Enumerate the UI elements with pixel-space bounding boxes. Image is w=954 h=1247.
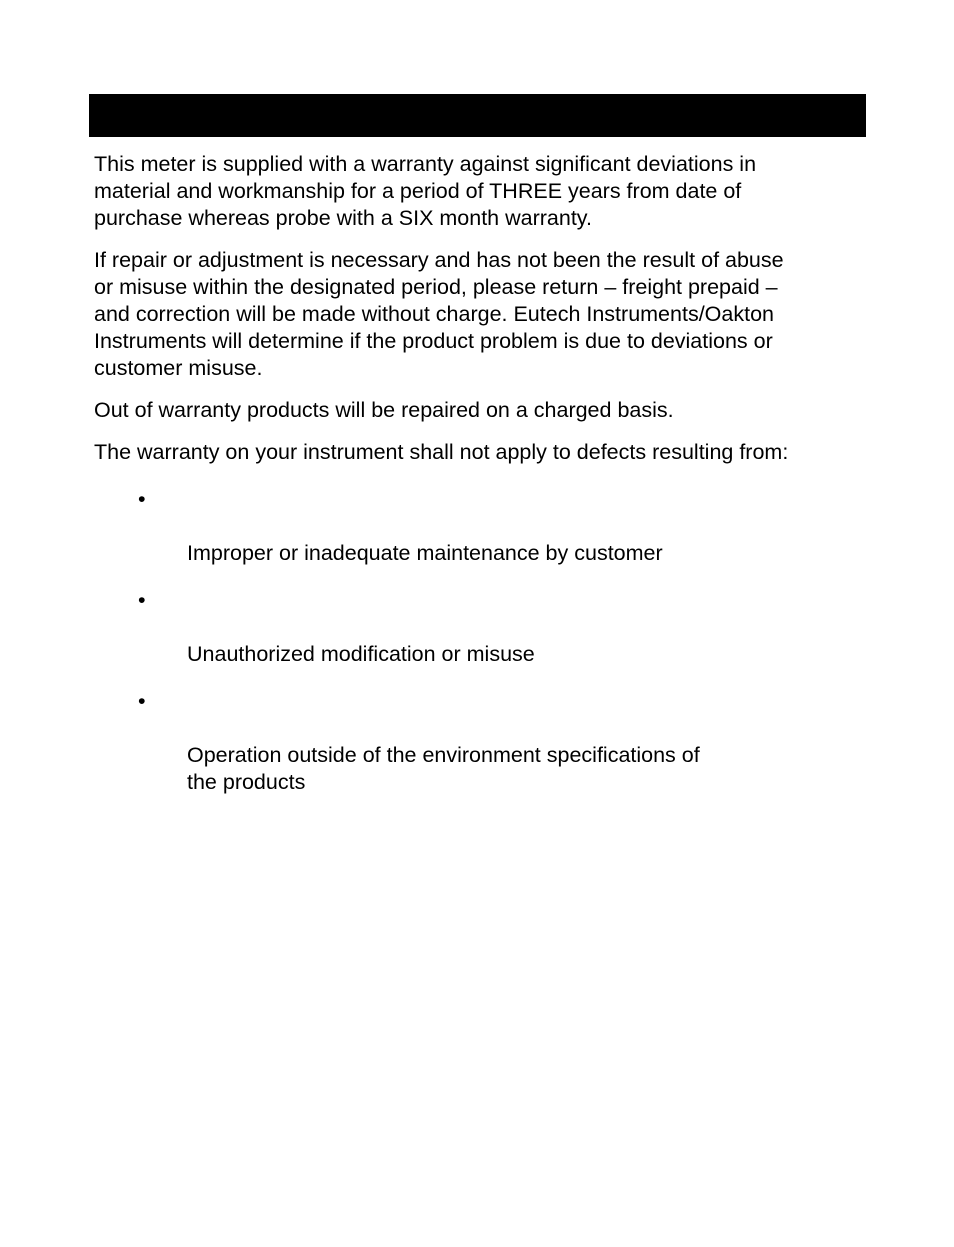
list-item <box>94 486 874 567</box>
bullet-icon: • <box>138 588 146 612</box>
bullet-icon: • <box>138 689 146 713</box>
warranty-paragraph-4: The warranty on your instrument shall not apply to defects resulting from: <box>94 440 789 464</box>
list-item-text: Unauthorized modification or misuse <box>187 642 535 666</box>
warranty-content <box>94 151 874 816</box>
warranty-paragraph-2: If repair or adjustment is necessary and has not been the result of abuse or misuse within the designated period, please return – freight prepaid – and correction will be made without charge. Eutech Instruments/Oakton Instruments will determine if the product problem is due to deviations or customer misuse. <box>94 248 784 380</box>
section-header-bar <box>89 94 866 137</box>
warranty-paragraph-1: This meter is supplied with a warranty against significant deviations in material and workmanship for a period of THREE years from date of purchase whereas probe with a SIX month warranty. <box>94 152 757 230</box>
list-item-text: Operation outside of the environment specifications of the products <box>187 743 700 794</box>
bullet-icon: • <box>138 487 146 511</box>
list-item-text: Improper or inadequate maintenance by customer <box>187 541 663 565</box>
list-item <box>94 587 874 668</box>
list-item <box>94 688 874 796</box>
exclusions-list <box>94 486 874 796</box>
warranty-paragraph-3: Out of warranty products will be repaired on a charged basis. <box>94 398 674 422</box>
